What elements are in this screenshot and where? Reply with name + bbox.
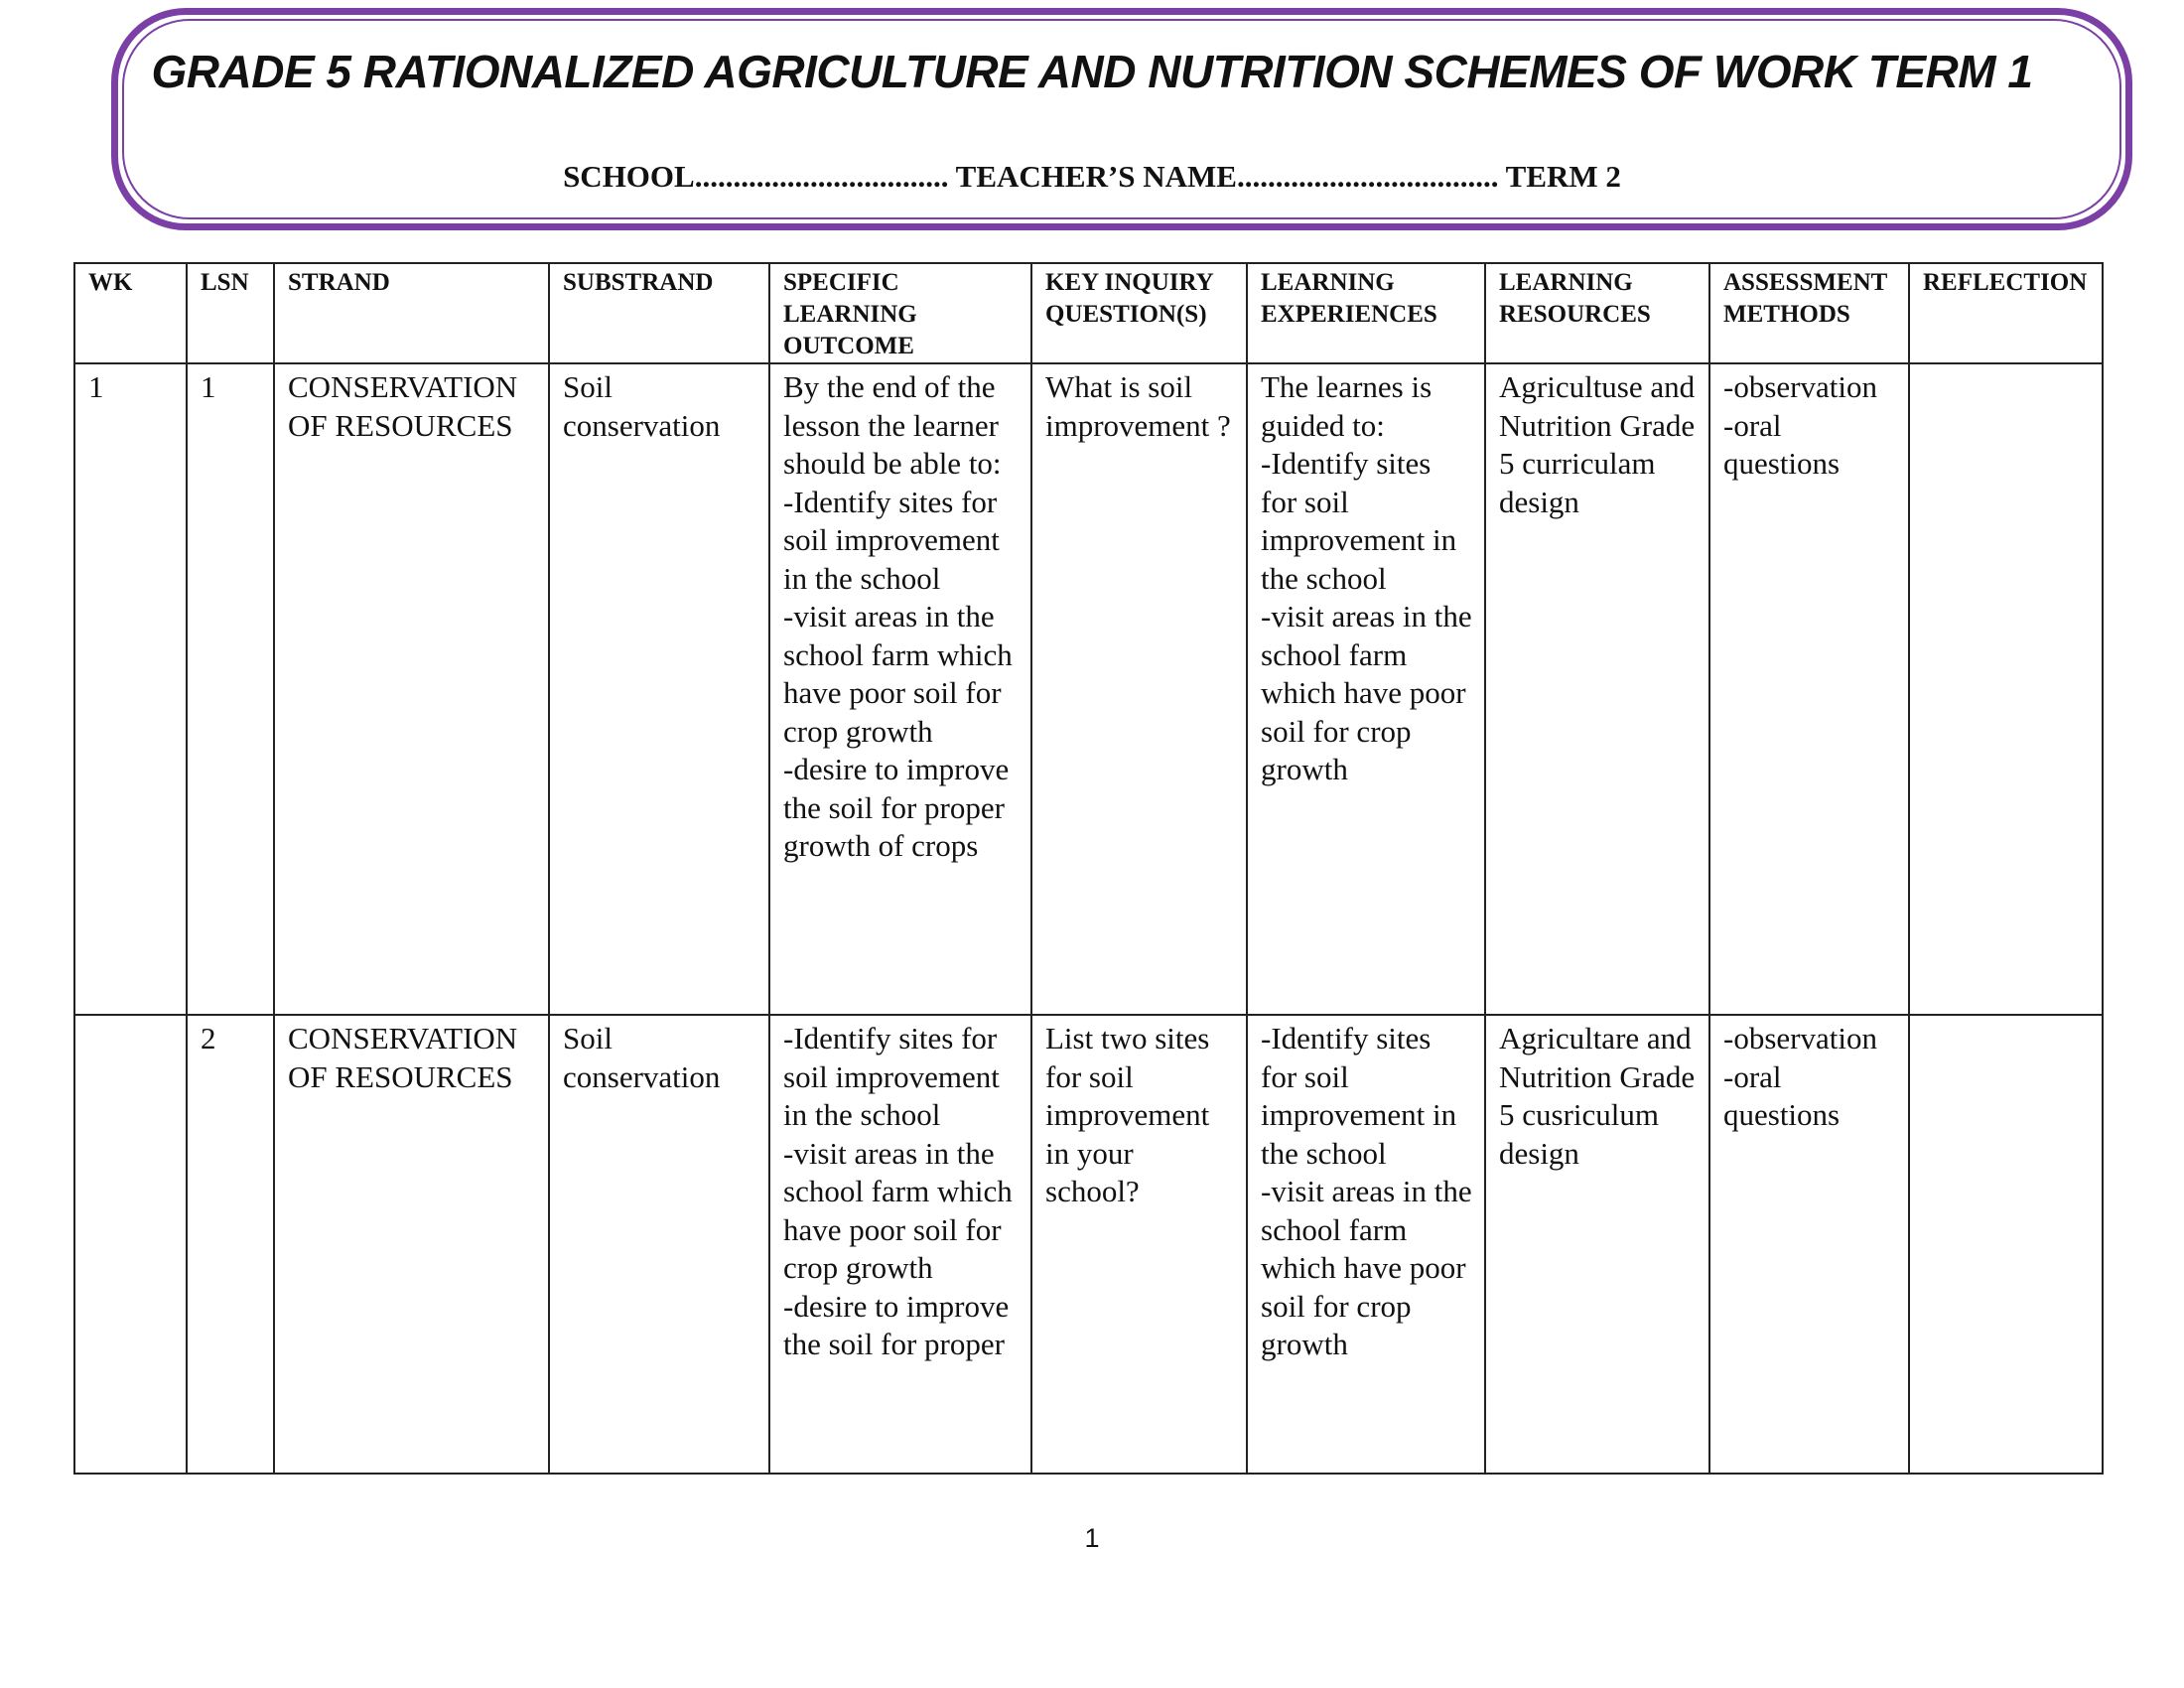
schemes-of-work-table (73, 262, 2104, 1475)
cell-lsn: 2 (187, 1015, 274, 1474)
table-row (74, 363, 2103, 1015)
column-header-wk: WK (74, 263, 187, 363)
cell-learning-resources: Agricultuse and Nutrition Grade 5 curriculam design (1485, 363, 1709, 1015)
cell-strand: CONSERVATION OF RESOURCES (274, 1015, 549, 1474)
column-header-reflection: REFLECTION (1909, 263, 2103, 363)
column-header-lsn: LSN (187, 263, 274, 363)
cell-learning-resources: Agricultare and Nutrition Grade 5 cusriculum design (1485, 1015, 1709, 1474)
cell-key-inquiry-question: List two sites for soil improvement in your school? (1031, 1015, 1247, 1474)
cell-reflection (1909, 1015, 2103, 1474)
column-header-learning-experiences: LEARNING EXPERIENCES (1247, 263, 1485, 363)
table-row (74, 1015, 2103, 1474)
cell-substrand: Soil conservation (549, 1015, 769, 1474)
table-header-row (74, 263, 2103, 363)
column-header-substrand: SUBSTRAND (549, 263, 769, 363)
cell-substrand: Soil conservation (549, 363, 769, 1015)
school-teacher-term-line: SCHOOL................................. TEACHER’S NAME.................................. TERM 2 (563, 159, 1621, 194)
column-header-assessment-methods: ASSESSMENT METHODS (1709, 263, 1909, 363)
cell-assessment-methods: -observation -oral questions (1709, 1015, 1909, 1474)
column-header-specific-learning-outcome: SPECIFIC LEARNING OUTCOME (769, 263, 1031, 363)
cell-key-inquiry-question: What is soil improvement ? (1031, 363, 1247, 1015)
cell-specific-learning-outcome: By the end of the lesson the learner should be able to: -Identify sites for soil improvement in the school -visit areas in the school farm which have poor soil for crop growth -desire to improve the soil for proper growth of crops (769, 363, 1031, 1015)
cell-reflection (1909, 363, 2103, 1015)
cell-wk (74, 1015, 187, 1474)
cell-lsn: 1 (187, 363, 274, 1015)
cell-learning-experiences: -Identify sites for soil improvement in the school -visit areas in the school farm which have poor soil for crop growth (1247, 1015, 1485, 1474)
column-header-learning-resources: LEARNING RESOURCES (1485, 263, 1709, 363)
document-title: GRADE 5 RATIONALIZED AGRICULTURE AND NUTRITION SCHEMES OF WORK TERM 1 (151, 46, 2033, 97)
cell-assessment-methods: -observation -oral questions (1709, 363, 1909, 1015)
cell-learning-experiences: The learnes is guided to: -Identify sites for soil improvement in the school -visit areas in the school farm which have poor soil for crop growth (1247, 363, 1485, 1015)
column-header-strand: STRAND (274, 263, 549, 363)
cell-wk: 1 (74, 363, 187, 1015)
cell-specific-learning-outcome: -Identify sites for soil improvement in the school -visit areas in the school farm which have poor soil for crop growth -desire to improve the soil for proper (769, 1015, 1031, 1474)
title-banner (111, 8, 2132, 230)
page-number: 1 (1084, 1523, 1100, 1553)
column-header-key-inquiry-questions: KEY INQUIRY QUESTION(S) (1031, 263, 1247, 363)
cell-strand: CONSERVATION OF RESOURCES (274, 363, 549, 1015)
